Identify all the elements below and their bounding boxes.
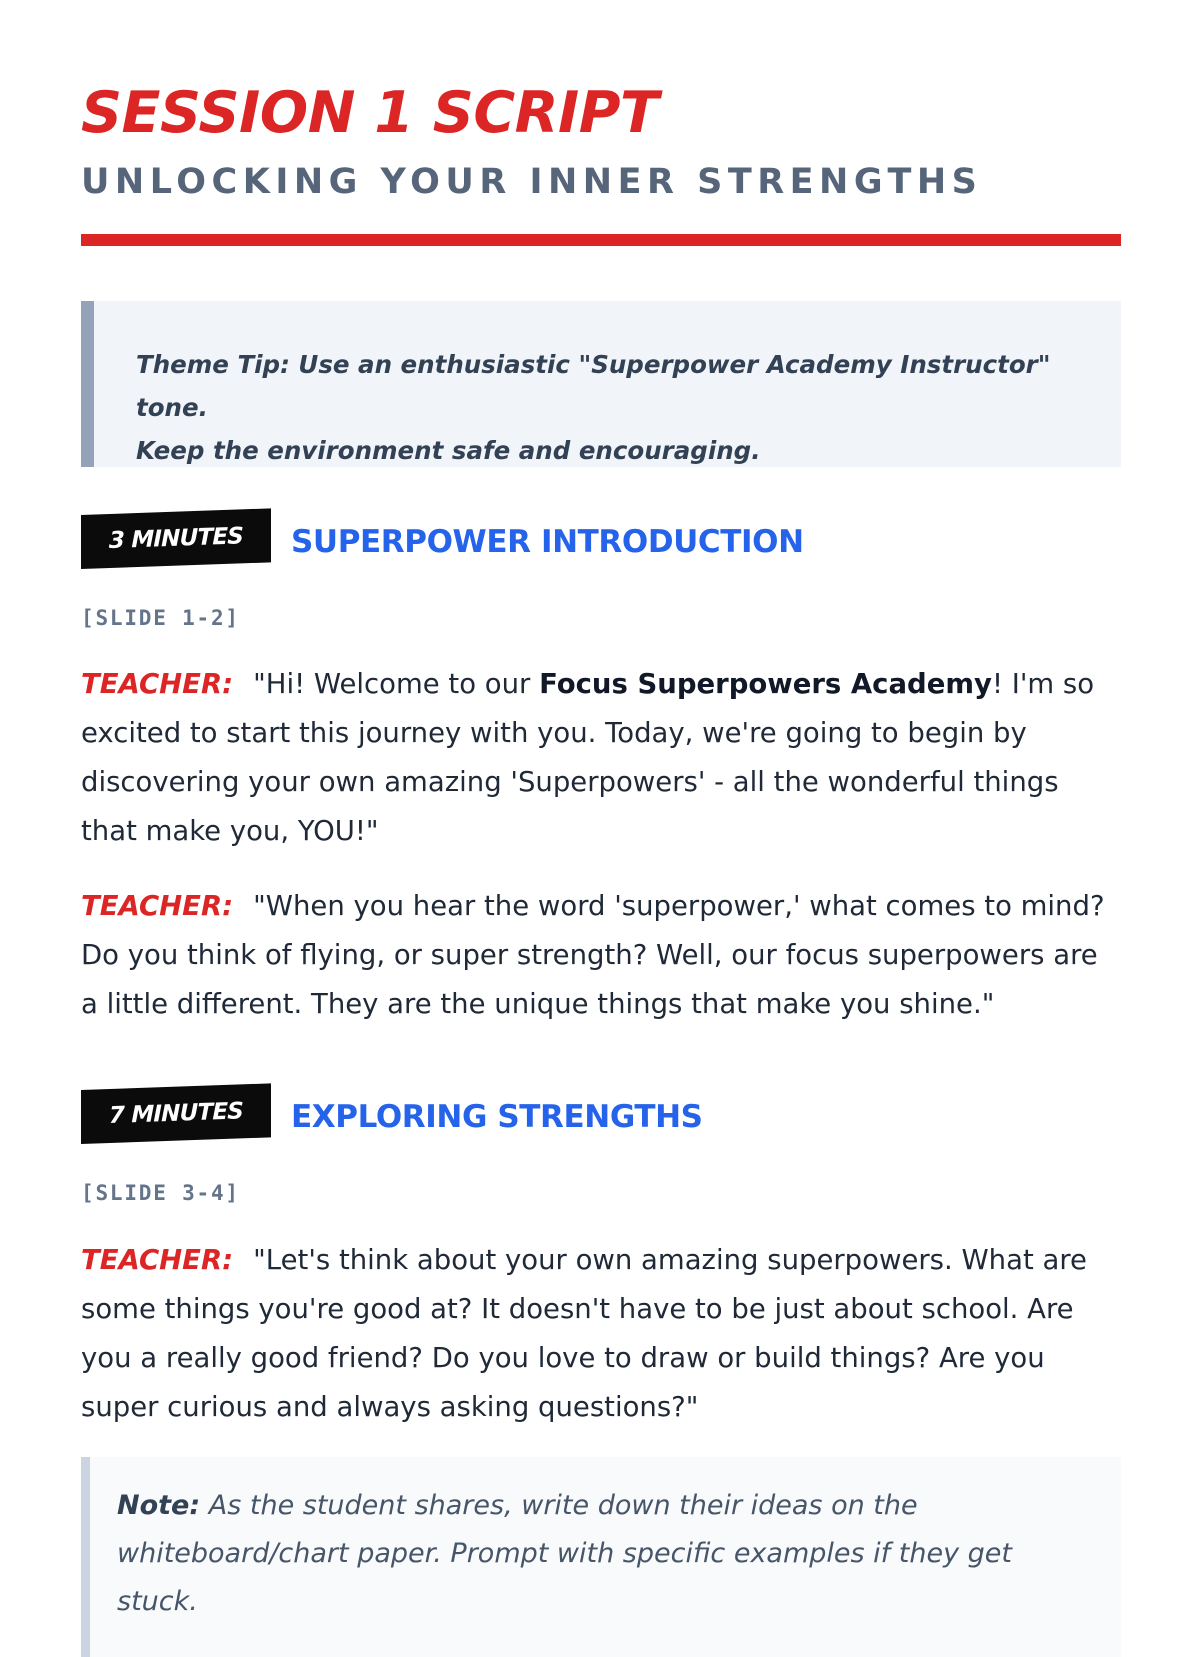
facilitator-note: [81, 1457, 1121, 1657]
title-divider: [81, 234, 1121, 246]
note-label: Note:: [117, 1490, 201, 1521]
section-title: EXPLORING STRENGTHS: [291, 1099, 703, 1135]
time-badge: 3 MINUTES: [81, 508, 271, 569]
dialogue-text: "Let's think about your own amazing superpowers. What are some things you're good at? It doesn't have to be just about school. Are you a really good friend? Do you love to draw or build things? Are you super curious and always asking questions?": [81, 1244, 1087, 1423]
speaker-label: TEACHER:: [81, 668, 234, 700]
teacher-line: [81, 882, 1121, 1029]
section-header-introduction: [81, 515, 1121, 577]
dialogue-text: "Hi! Welcome to our: [253, 668, 540, 700]
theme-tip-text: [136, 343, 1096, 472]
teacher-line: [81, 660, 1121, 856]
slide-label: [SLIDE 3-4]: [81, 1181, 240, 1205]
note-body: As the student shares, write down their ideas on the whiteboard/chart paper. Prompt with specific examples if they get stuck.: [117, 1490, 1012, 1617]
page-subtitle: UNLOCKING YOUR INNER STRENGTHS: [81, 162, 983, 202]
speaker-label: TEACHER:: [81, 890, 234, 922]
page-title: SESSION 1 SCRIPT: [81, 80, 659, 146]
theme-tip-line-1: Theme Tip: Use an enthusiastic "Superpower Academy Instructor" tone.: [136, 350, 1051, 422]
time-badge: 7 MINUTES: [81, 1083, 271, 1144]
note-text: [117, 1482, 1087, 1626]
speaker-label: TEACHER:: [81, 1244, 234, 1276]
teacher-line: [81, 1236, 1121, 1432]
section-title: SUPERPOWER INTRODUCTION: [291, 524, 804, 560]
section-header-exploring: [81, 1090, 1121, 1152]
theme-tip-callout: [81, 301, 1121, 467]
academy-name: Focus Superpowers Academy: [539, 668, 992, 700]
dialogue-text: ! I'm so excited to start this journey with you. Today, we're going to begin by discovering your own amazing 'Superpowers' - all the wonderful things that make you, YOU!": [81, 668, 1095, 847]
theme-tip-line-2: Keep the environment safe and encouraging.: [136, 436, 761, 465]
dialogue-text: "When you hear the word 'superpower,' what comes to mind? Do you think of flying, or super strength? Well, our focus superpowers are a little different. They are the unique things that make you shine.": [81, 890, 1105, 1020]
slide-label: [SLIDE 1-2]: [81, 606, 240, 630]
